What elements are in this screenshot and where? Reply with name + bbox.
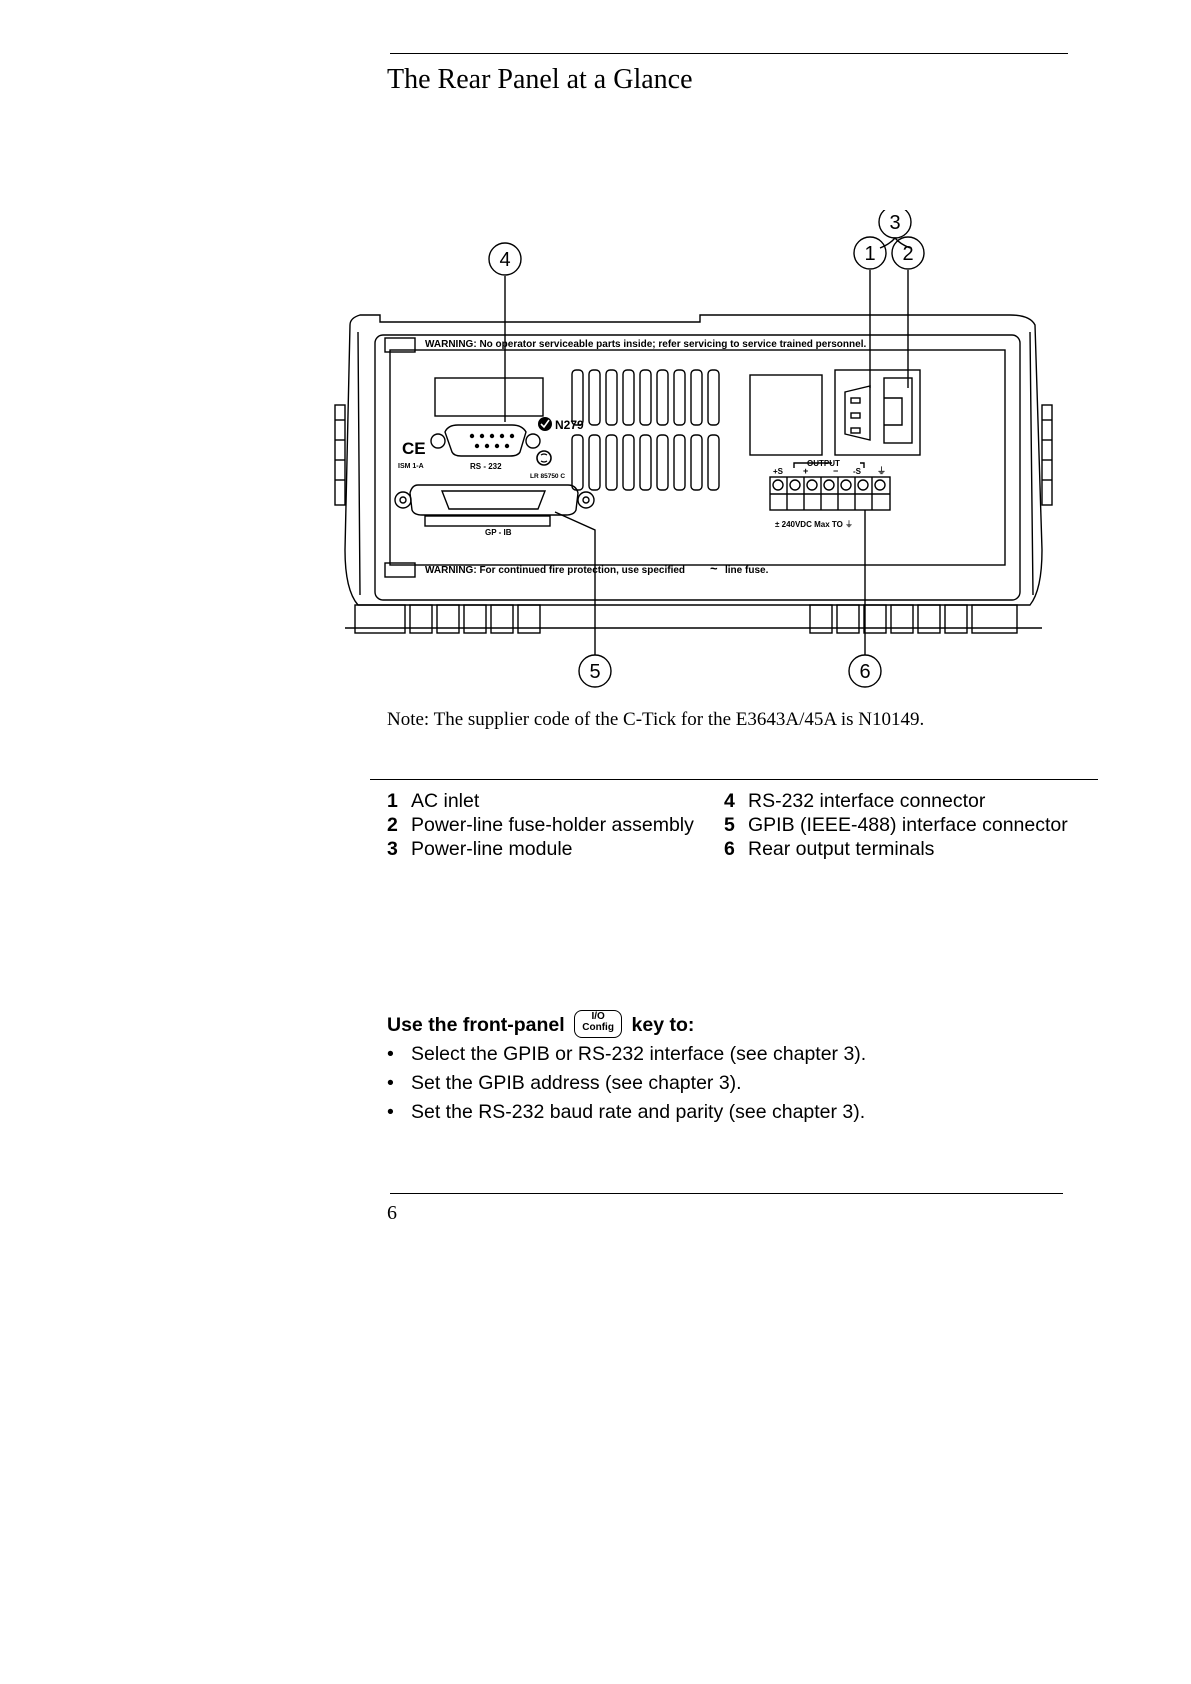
legend-number: 4	[724, 790, 735, 812]
bottom-feet	[345, 605, 1042, 633]
callout-5: 5	[589, 661, 601, 683]
bullet-icon: •	[387, 1101, 394, 1123]
legend-rule	[370, 779, 1098, 780]
gpib-label: GP - IB	[485, 528, 512, 537]
callout-6: 6	[859, 661, 871, 683]
supplier-note: Note: The supplier code of the C-Tick for the E3643A/45A is N10149.	[387, 709, 925, 730]
warning-bottom-suffix: line fuse.	[725, 565, 769, 576]
legend-number: 2	[387, 814, 398, 836]
bullet-icon: •	[387, 1043, 394, 1065]
rear-panel-figure	[330, 210, 1060, 690]
usage-heading-prefix: Use the front-panel	[387, 1014, 565, 1037]
legend-item	[387, 837, 694, 861]
warning-top-text: WARNING: No operator serviceable parts inside; refer servicing to service trained personnel.	[425, 339, 867, 350]
list-item	[387, 1069, 866, 1098]
label-plate	[435, 378, 543, 416]
legend-item	[724, 813, 1068, 837]
footer-rule	[390, 1193, 1063, 1194]
legend-right	[724, 789, 1068, 861]
output-terminal-block	[770, 463, 890, 510]
page-title: The Rear Panel at a Glance	[387, 64, 693, 95]
csa-icon	[537, 451, 551, 465]
ctick-label: N279	[555, 418, 584, 432]
legend-text: Rear output terminals	[748, 838, 935, 860]
blank-plate	[750, 375, 822, 455]
page-number: 6	[387, 1202, 397, 1224]
list-item-text: Select the GPIB or RS-232 interface (see chapter 3).	[411, 1043, 867, 1065]
usage-list	[387, 1040, 866, 1127]
ce-mark: CE	[402, 439, 426, 458]
legend-text: RS-232 interface connector	[748, 790, 986, 812]
legend-text: AC inlet	[411, 790, 480, 812]
callout-4: 4	[499, 249, 511, 271]
legend-number: 5	[724, 814, 735, 836]
terminal-label-minus: −	[833, 466, 839, 476]
callout-2: 2	[902, 243, 914, 265]
legend-text: Power-line module	[411, 838, 573, 860]
terminal-label-plus: +	[803, 466, 809, 476]
legend-item	[724, 837, 1068, 861]
terminal-label-plus-s: +S	[773, 467, 784, 476]
legend-number: 3	[387, 838, 398, 860]
key-line-1: I/O	[591, 1011, 605, 1022]
vent-slots	[572, 370, 719, 490]
warning-bottom-text: WARNING: For continued fire protection, use specified	[425, 565, 686, 576]
left-handle	[335, 405, 345, 505]
terminal-label-minus-s: -S	[853, 467, 861, 476]
list-item	[387, 1098, 866, 1127]
power-line-module	[835, 370, 920, 455]
legend-item	[387, 813, 694, 837]
io-config-key-icon	[574, 1010, 622, 1038]
callout-1: 1	[864, 243, 876, 265]
callout-3: 3	[889, 212, 901, 234]
legend-text: GPIB (IEEE-488) interface connector	[748, 814, 1068, 836]
legend-item	[387, 789, 694, 813]
ism-label: ISM 1-A	[398, 463, 424, 470]
usage-heading-suffix: key to:	[631, 1014, 695, 1037]
legend-number: 6	[724, 838, 735, 860]
csa-label: LR 85750 C	[530, 473, 566, 480]
ctick-icon	[538, 417, 552, 431]
list-item-text: Set the RS-232 baud rate and parity (see chapter 3).	[411, 1101, 866, 1123]
list-item	[387, 1040, 866, 1069]
tilde-symbol: ~	[710, 561, 718, 576]
right-handle	[1042, 405, 1052, 505]
key-line-2: Config	[582, 1022, 614, 1033]
panel-inner	[390, 350, 1005, 565]
legend-number: 1	[387, 790, 398, 812]
voltage-label: ± 240VDC Max TO ⏚	[775, 520, 854, 529]
legend-left	[387, 789, 694, 861]
chassis-inner-outline	[358, 332, 1033, 595]
bullet-icon: •	[387, 1072, 394, 1094]
header-rule	[390, 53, 1068, 54]
usage-heading	[387, 1012, 694, 1040]
legend-item	[724, 789, 1068, 813]
chassis-outline	[345, 315, 1042, 605]
rs232-label: RS - 232	[470, 462, 502, 471]
gpib-connector	[395, 485, 594, 526]
rs232-connector	[431, 425, 540, 456]
terminal-label-ground: ⏚	[877, 466, 887, 476]
list-item-text: Set the GPIB address (see chapter 3).	[411, 1072, 742, 1094]
legend-text: Power-line fuse-holder assembly	[411, 814, 694, 836]
output-label: OUTPUT	[807, 459, 840, 468]
